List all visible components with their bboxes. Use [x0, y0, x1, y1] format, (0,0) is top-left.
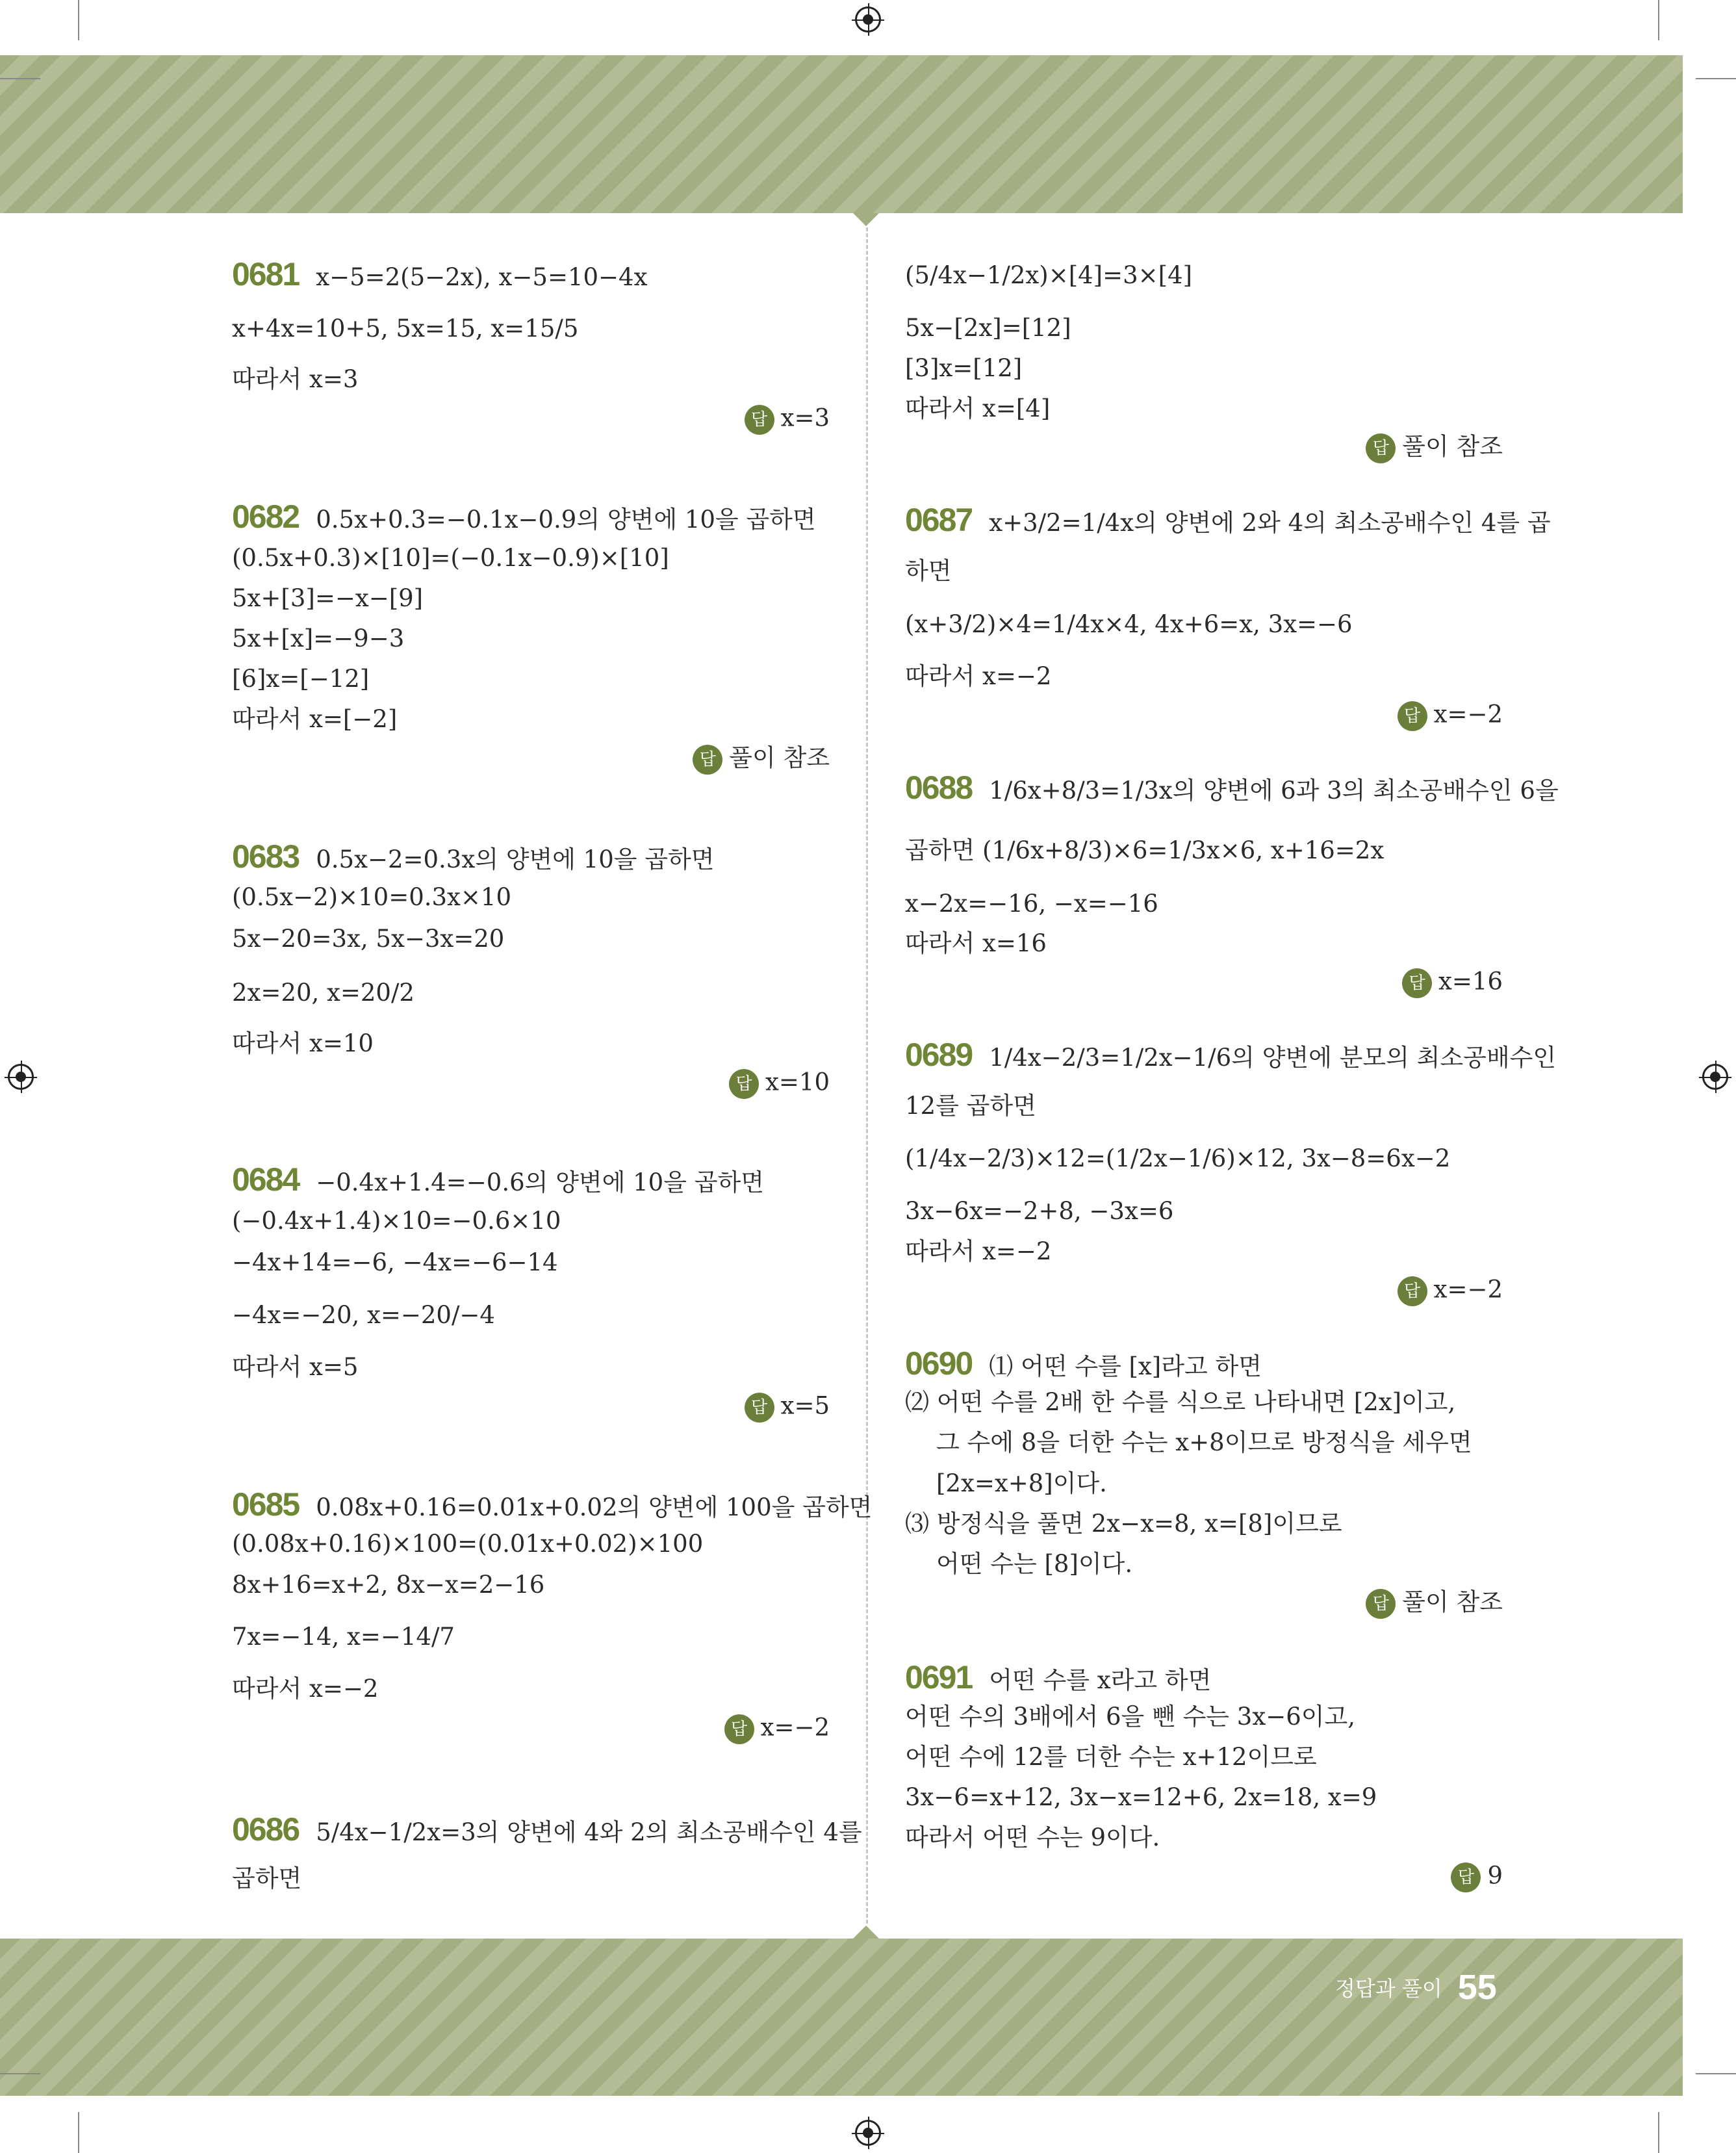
solution-line: 0.08x+0.16=0.01x+0.02의 양변에 100을 곱하면	[316, 1493, 873, 1521]
problem-0683	[232, 840, 715, 873]
solution-line: 따라서 x=5	[232, 1353, 359, 1381]
solution-line: 어떤 수를 x라고 하면	[989, 1666, 1212, 1694]
solution-line: x−5=2(5−2x), x−5=10−4x	[316, 263, 648, 291]
answer-badge-icon: 답	[693, 745, 722, 775]
answer-text: x=5	[780, 1391, 830, 1420]
registration-mark-icon	[8, 1064, 34, 1090]
solution-line: 5x+[x]=−9−3	[232, 625, 405, 652]
answer-badge-icon: 답	[729, 1069, 759, 1099]
solution-line: 8x+16=x+2, 8x−x=2−16	[232, 1571, 545, 1599]
answer-text: 9	[1487, 1861, 1503, 1890]
solution-line: 어떤 수는 [8]이다.	[936, 1550, 1133, 1578]
solution-line: (0.5x−2)×10=0.3x×10	[232, 883, 511, 911]
problem-number: 0687	[905, 502, 973, 538]
solution-line: (0.5x+0.3)×[10]=(−0.1x−0.9)×[10]	[232, 544, 669, 572]
answer-text: x=16	[1438, 967, 1503, 996]
problem-number: 0681	[232, 256, 300, 292]
answer-text: 풀이 참조	[1402, 1588, 1503, 1616]
problem-0682	[232, 500, 816, 533]
answer-badge-icon: 답	[745, 405, 774, 435]
answer-badge-icon: 답	[1398, 1276, 1427, 1306]
solution-line: 따라서 x=−2	[232, 1675, 379, 1703]
problem-0681	[232, 258, 647, 290]
solution-line: 5/4x−1/2x=3의 양변에 4와 2의 최소공배수인 4를	[316, 1818, 862, 1846]
solution-line: 따라서 x=3	[232, 365, 359, 393]
answer-text: x=−2	[1433, 700, 1503, 728]
crop-mark	[78, 2112, 79, 2153]
answer-badge-icon: 답	[1451, 1863, 1481, 1892]
answer	[745, 405, 830, 435]
solution-line: −0.4x+1.4=−0.6의 양변에 10을 곱하면	[316, 1168, 764, 1196]
answer	[1398, 701, 1503, 731]
footer-band	[0, 1939, 1683, 2096]
solution-line: 5x−20=3x, 5x−3x=20	[232, 925, 505, 953]
answer-text: x=−2	[1433, 1275, 1503, 1304]
answer-badge-icon: 답	[1366, 433, 1396, 463]
solution-line: −4x+14=−6, −4x=−6−14	[232, 1248, 558, 1276]
solution-line: (x+3/2)×4=1/4x×4, 4x+6=x, 3x=−6	[905, 610, 1353, 638]
problem-number: 0684	[232, 1161, 300, 1198]
solution-line: 그 수에 8을 더한 수는 x+8이므로 방정식을 세우면	[936, 1428, 1472, 1456]
crop-mark	[1696, 78, 1736, 79]
answer	[1366, 433, 1503, 463]
problem-number: 0682	[232, 498, 300, 535]
solution-line: 7x=−14, x=−14/7	[232, 1623, 455, 1651]
solution-line: (0.08x+0.16)×100=(0.01x+0.02)×100	[232, 1530, 704, 1558]
answer-text: 풀이 참조	[729, 743, 830, 772]
solution-line: [3]x=[12]	[905, 354, 1023, 382]
problem-0689	[905, 1038, 1556, 1071]
solution-line: x+3/2=1/4x의 양변에 2와 4의 최소공배수인 4를 곱	[989, 509, 1551, 537]
answer-badge-icon: 답	[724, 1714, 754, 1744]
solution-line: x−2x=−16, −x=−16	[905, 890, 1158, 918]
solution-line: 곱하면 (1/6x+8/3)×6=1/3x×6, x+16=2x	[905, 836, 1385, 864]
solution-line: 1/4x−2/3=1/2x−1/6의 양변에 분모의 최소공배수인	[989, 1044, 1557, 1072]
solution-line: −4x=−20, x=−20/−4	[232, 1301, 495, 1329]
registration-mark-icon	[855, 6, 881, 32]
solution-line: 3x−6=x+12, 3x−x=12+6, 2x=18, x=9	[905, 1783, 1377, 1811]
answer-text: x=3	[780, 404, 830, 432]
solution-line: 따라서 x=10	[232, 1029, 374, 1057]
column-divider	[866, 227, 868, 1924]
crop-mark	[78, 0, 79, 40]
solution-line: 곱하면	[232, 1864, 302, 1892]
solution-line: 5x−[2x]=[12]	[905, 314, 1071, 342]
answer	[745, 1393, 830, 1423]
answer	[1398, 1276, 1503, 1306]
registration-mark-icon	[855, 2120, 881, 2146]
answer-badge-icon: 답	[745, 1393, 774, 1423]
solution-line: (1/4x−2/3)×12=(1/2x−1/6)×12, 3x−8=6x−2	[905, 1144, 1451, 1172]
problem-0685	[232, 1488, 872, 1521]
solution-line: 어떤 수에 12를 더한 수는 x+12이므로	[905, 1743, 1317, 1771]
solution-line: 2x=20, x=20/2	[232, 979, 415, 1007]
solution-line: (−0.4x+1.4)×10=−0.6×10	[232, 1207, 561, 1235]
solution-line: 1/6x+8/3=1/3x의 양변에 6과 3의 최소공배수인 6을	[989, 777, 1559, 805]
solution-line: (5/4x−1/2x)×[4]=3×[4]	[905, 261, 1193, 289]
answer-text: x=−2	[760, 1713, 830, 1742]
solution-line: 0.5x+0.3=−0.1x−0.9의 양변에 10을 곱하면	[316, 506, 816, 534]
answer	[1451, 1863, 1503, 1892]
solution-line: 어떤 수의 3배에서 6을 뺀 수는 3x−6이고,	[905, 1703, 1356, 1731]
answer-badge-icon: 답	[1402, 968, 1432, 998]
footer-label: 정답과 풀이	[1335, 1976, 1442, 2001]
crop-mark	[1658, 2112, 1659, 2153]
crop-mark	[1696, 2073, 1736, 2074]
answer-badge-icon: 답	[1398, 701, 1427, 731]
crop-mark	[0, 78, 40, 79]
page-footer	[1335, 1967, 1497, 2007]
problem-0686	[232, 1813, 862, 1846]
crop-mark	[1658, 0, 1659, 40]
problem-number: 0683	[232, 838, 300, 875]
answer-text: x=10	[765, 1068, 830, 1096]
problem-number: 0686	[232, 1811, 300, 1848]
problem-0690	[905, 1347, 1262, 1380]
solution-line: 따라서 x=[4]	[905, 394, 1051, 422]
solution-line: 따라서 어떤 수는 9이다.	[905, 1824, 1160, 1851]
solution-line: 따라서 x=[−2]	[232, 705, 398, 733]
solution-line: ⑴ 어떤 수를 [x]라고 하면	[989, 1352, 1262, 1380]
solution-line: [6]x=[−12]	[232, 665, 370, 693]
answer	[1402, 968, 1503, 998]
problem-number: 0685	[232, 1486, 300, 1523]
page-number: 55	[1457, 1968, 1497, 2007]
solution-line: 5x+[3]=−x−[9]	[232, 584, 424, 612]
answer-text: 풀이 참조	[1402, 432, 1503, 461]
answer	[724, 1714, 830, 1744]
problem-number: 0688	[905, 769, 973, 806]
header-notch	[853, 213, 879, 226]
answer	[693, 745, 830, 775]
solution-line: 따라서 x=−2	[905, 1237, 1052, 1265]
solution-line: x+4x=10+5, 5x=15, x=15/5	[232, 315, 579, 342]
solution-line: ⑶ 방정식을 풀면 2x−x=8, x=[8]이므로	[905, 1510, 1342, 1538]
problem-number: 0689	[905, 1037, 973, 1073]
registration-mark-icon	[1702, 1064, 1728, 1090]
footer-notch	[853, 1926, 879, 1939]
problem-number: 0690	[905, 1345, 973, 1382]
answer	[729, 1069, 830, 1099]
answer-badge-icon: 답	[1366, 1589, 1396, 1619]
problem-number: 0691	[905, 1659, 973, 1695]
problem-0688	[905, 771, 1559, 804]
header-band	[0, 55, 1683, 213]
solution-line: 따라서 x=16	[905, 929, 1047, 957]
solution-line: 하면	[905, 557, 952, 585]
crop-mark	[0, 2073, 40, 2074]
solution-line: 0.5x−2=0.3x의 양변에 10을 곱하면	[316, 845, 715, 873]
solution-line: 3x−6x=−2+8, −3x=6	[905, 1197, 1174, 1225]
solution-line: 따라서 x=−2	[905, 662, 1052, 690]
solution-line: 12를 곱하면	[905, 1092, 1036, 1120]
problem-0691	[905, 1661, 1211, 1694]
solution-line: [2x=x+8]이다.	[936, 1469, 1107, 1497]
problem-0684	[232, 1163, 764, 1196]
answer	[1366, 1589, 1503, 1619]
problem-0687	[905, 504, 1551, 536]
solution-line: ⑵ 어떤 수를 2배 한 수를 식으로 나타내면 [2x]이고,	[905, 1388, 1456, 1416]
